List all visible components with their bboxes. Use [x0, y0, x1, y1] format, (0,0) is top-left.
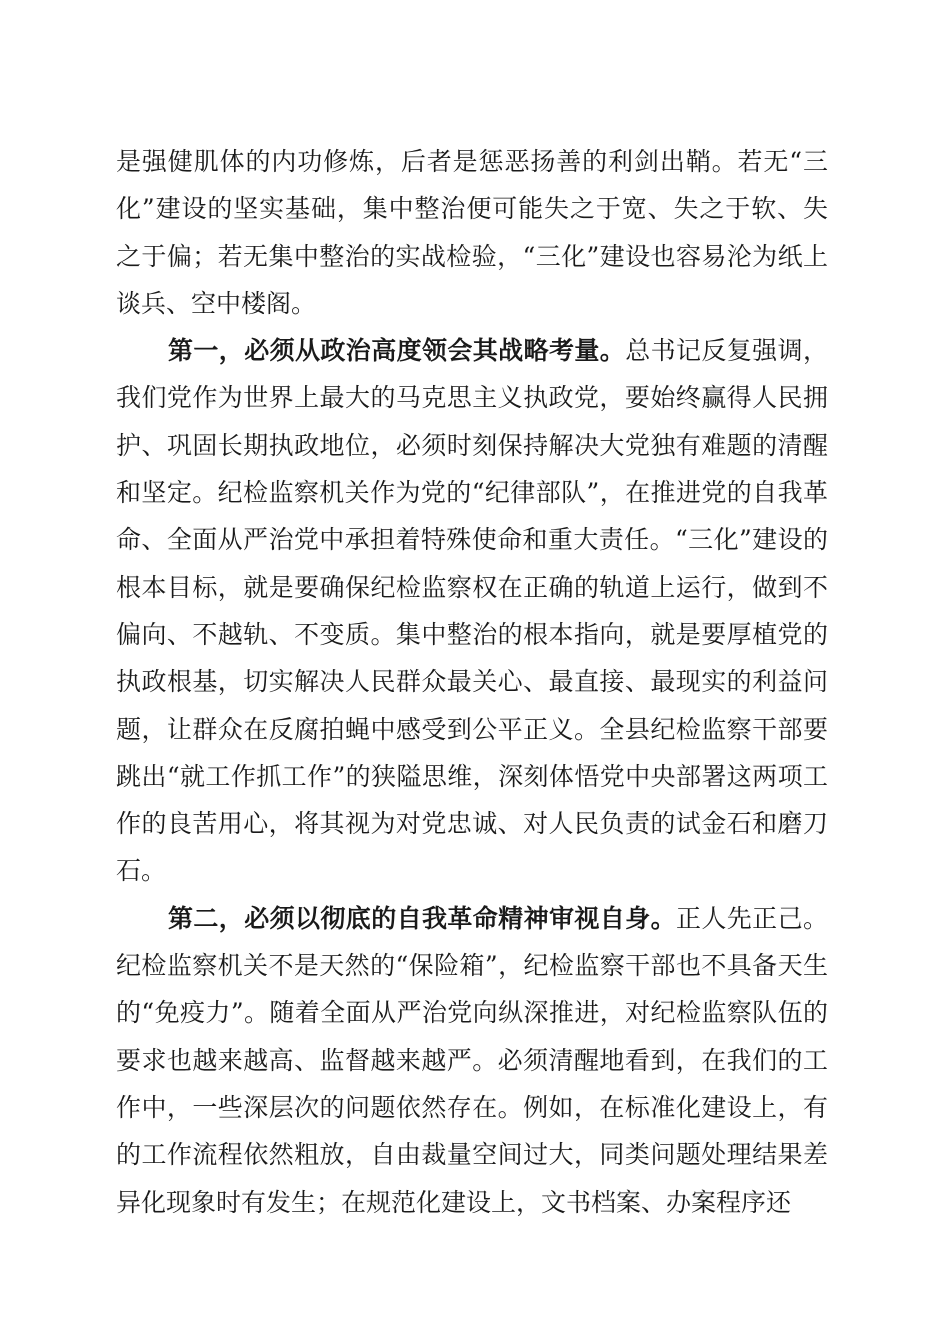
- paragraph-first-point: [116, 327, 828, 895]
- paragraph-continuation: [116, 138, 828, 327]
- paragraph-second-point: [116, 895, 828, 1226]
- paragraph-lead-heading: 第一，必须从政治高度领会其战略考量。: [168, 336, 626, 366]
- document-body: [116, 138, 828, 1226]
- paragraph-lead-heading: 第二，必须以彻底的自我革命精神审视自身。: [168, 903, 676, 933]
- paragraph-text: 总书记反复强调，我们党作为世界上最大的马克思主义执政党，要始终赢得人民拥护、巩固长期执政地位，必须时刻保持解决大党独有难题的清醒和坚定。纪检监察机关作为党的“纪律部队”，在推进党的自我革命、全面从严治党中承担着特殊使命和重大责任。“三化”建设的根本目标，就是要确保纪检监察权在正确的轨道上运行，做到不偏向、不越轨、不变质。集中整治的根本指向，就是要厚植党的执政根基，切实解决人民群众最关心、最直接、最现实的利益问题，让群众在反腐拍蝇中感受到公平正义。全县纪检监察干部要跳出“就工作抓工作”的狭隘思维，深刻体悟党中央部署这两项工作的良苦用心，将其视为对党忠诚、对人民负责的试金石和磨刀石。: [116, 336, 828, 886]
- paragraph-text: 是强健肌体的内功修炼，后者是惩恶扬善的利剑出鞘。若无“三化”建设的坚实基础，集中整治便可能失之于宽、失之于软、失之于偏；若无集中整治的实战检验，“三化”建设也容易沦为纸上谈兵、空中楼阁。: [116, 147, 828, 318]
- paragraph-text: 正人先正己。纪检监察机关不是天然的“保险箱”，纪检监察干部也不具备天生的“免疫力”。随着全面从严治党向纵深推进，对纪检监察队伍的要求也越来越高、监督越来越严。必须清醒地看到，在我们的工作中，一些深层次的问题依然存在。例如，在标准化建设上，有的工作流程依然粗放，自由裁量空间过大，同类问题处理结果差异化现象时有发生；在规范化建设上，文书档案、办案程序还: [116, 903, 828, 1217]
